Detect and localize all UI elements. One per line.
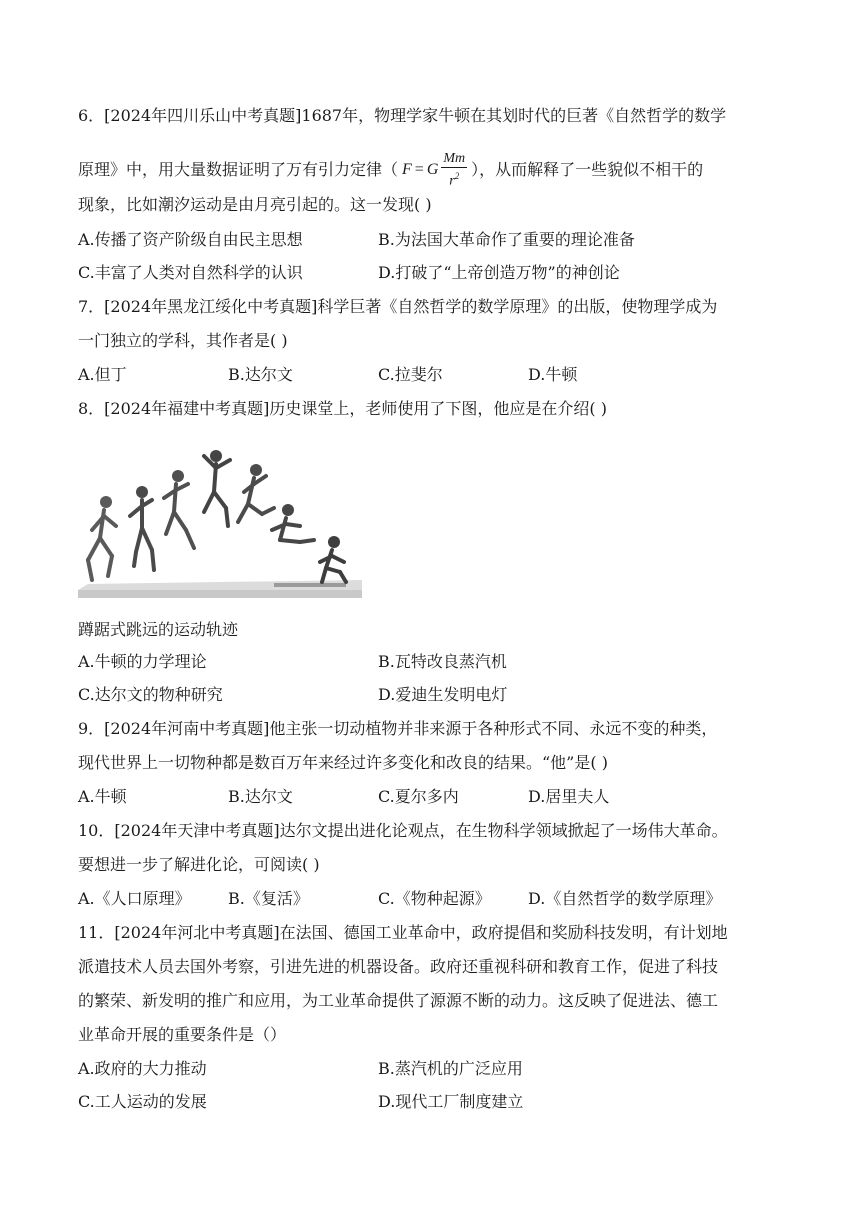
q11-stem-line-1: 11．[2024年河北中考真题]在法国、德国工业革命中，政府提倡和奖励科技发明，有计划地	[78, 923, 728, 942]
q6-option-a[interactable]: A.传播了资产阶级自由民主思想	[78, 230, 303, 249]
q10-option-c[interactable]: C.《物种起源》	[378, 889, 491, 908]
gravitation-formula	[402, 150, 467, 190]
q9-option-b[interactable]: B.达尔文	[228, 787, 293, 806]
q11-option-d[interactable]: D.现代工厂制度建立	[378, 1092, 524, 1111]
q6-option-b[interactable]: B.为法国大革命作了重要的理论准备	[378, 230, 635, 249]
long-jump-trajectory-photo	[78, 430, 362, 598]
q7-stem-line-1: 7．[2024年黑龙江绥化中考真题]科学巨著《自然哲学的数学原理》的出版，使物理学成为	[78, 297, 718, 316]
q6-stem-line-3: 现象，比如潮汐运动是由月亮引起的。这一发现( )	[78, 195, 432, 214]
formula-denominator	[449, 168, 459, 190]
q9-option-d[interactable]: D.居里夫人	[528, 787, 610, 806]
formula-equals: =	[414, 160, 424, 178]
q10-option-a[interactable]: A.《人口原理》	[78, 889, 191, 908]
formula-numerator: Mm	[443, 151, 466, 166]
q11-option-b[interactable]: B.蒸汽机的广泛应用	[378, 1059, 523, 1078]
q11-stem-line-2: 派遣技术人员去国外考察，引进先进的机器设备。政府还重视科研和教育工作，促进了科技	[78, 957, 719, 976]
q9-option-a[interactable]: A.牛顿	[78, 787, 127, 806]
formula-f: F	[402, 160, 412, 178]
q10-stem-line-2: 要想进一步了解进化论，可阅读( )	[78, 855, 320, 874]
q11-option-c[interactable]: C.工人运动的发展	[78, 1092, 207, 1111]
q7-stem-line-2: 一门独立的学科，其作者是( )	[78, 331, 288, 350]
q8-stem-line-1: 8．[2024年福建中考真题]历史课堂上，老师使用了下图，他应是在介绍( )	[78, 399, 607, 418]
q6-option-d[interactable]: D.打破了“上帝创造万物”的神创论	[378, 263, 620, 282]
q11-stem-line-3: 的繁荣、新发明的推广和应用，为工业革命提供了源源不断的动力。这反映了促进法、德工	[78, 991, 719, 1010]
q8-figure-caption: 蹲踞式跳远的运动轨迹	[78, 620, 239, 639]
q10-option-d[interactable]: D.《自然哲学的数学原理》	[528, 889, 722, 908]
q11-option-a[interactable]: A.政府的大力推动	[78, 1059, 207, 1078]
q6-option-c[interactable]: C.丰富了人类对自然科学的认识	[78, 263, 303, 282]
q9-option-c[interactable]: C.夏尔多内	[378, 787, 459, 806]
q8-option-d[interactable]: D.爱迪生发明电灯	[378, 685, 508, 704]
q8-option-a[interactable]: A.牛顿的力学理论	[78, 652, 207, 671]
q7-option-b[interactable]: B.达尔文	[228, 365, 293, 384]
q6-stem-text-before-formula: 原理》中，用大量数据证明了万有引力定律（	[78, 159, 399, 179]
formula-denominator-base: r	[449, 173, 455, 189]
q6-stem-line-2	[78, 150, 703, 190]
q11-stem-line-4: 业革命开展的重要条件是（）	[78, 1025, 287, 1044]
q9-stem-line-1: 9．[2024年河南中考真题]他主张一切动植物并非来源于各种形式不同、永远不变的种类，	[78, 719, 718, 738]
q6-stem-line-1: 6．[2024年四川乐山中考真题]1687年，物理学家牛顿在其划时代的巨著《自然哲学的数学	[78, 106, 727, 125]
q7-option-c[interactable]: C.拉斐尔	[378, 365, 443, 384]
q8-option-b[interactable]: B.瓦特改良蒸汽机	[378, 652, 507, 671]
q7-option-a[interactable]: A.但丁	[78, 365, 127, 384]
q8-option-c[interactable]: C.达尔文的物种研究	[78, 685, 223, 704]
q10-stem-line-1: 10．[2024年天津中考真题]达尔文提出进化论观点，在生物科学领域掀起了一场伟大革命。	[78, 821, 728, 840]
q6-stem-text-after-formula: ），从而解释了一些貌似不相干的	[471, 159, 704, 179]
formula-fraction	[441, 150, 467, 190]
q10-option-b[interactable]: B.《复活》	[228, 889, 309, 908]
formula-g: G	[426, 160, 439, 178]
formula-exponent: 2	[454, 171, 460, 181]
q9-stem-line-2: 现代世界上一切物种都是数百万年来经过许多变化和改良的结果。“他”是( )	[78, 753, 608, 772]
q7-option-d[interactable]: D.牛顿	[528, 365, 578, 384]
